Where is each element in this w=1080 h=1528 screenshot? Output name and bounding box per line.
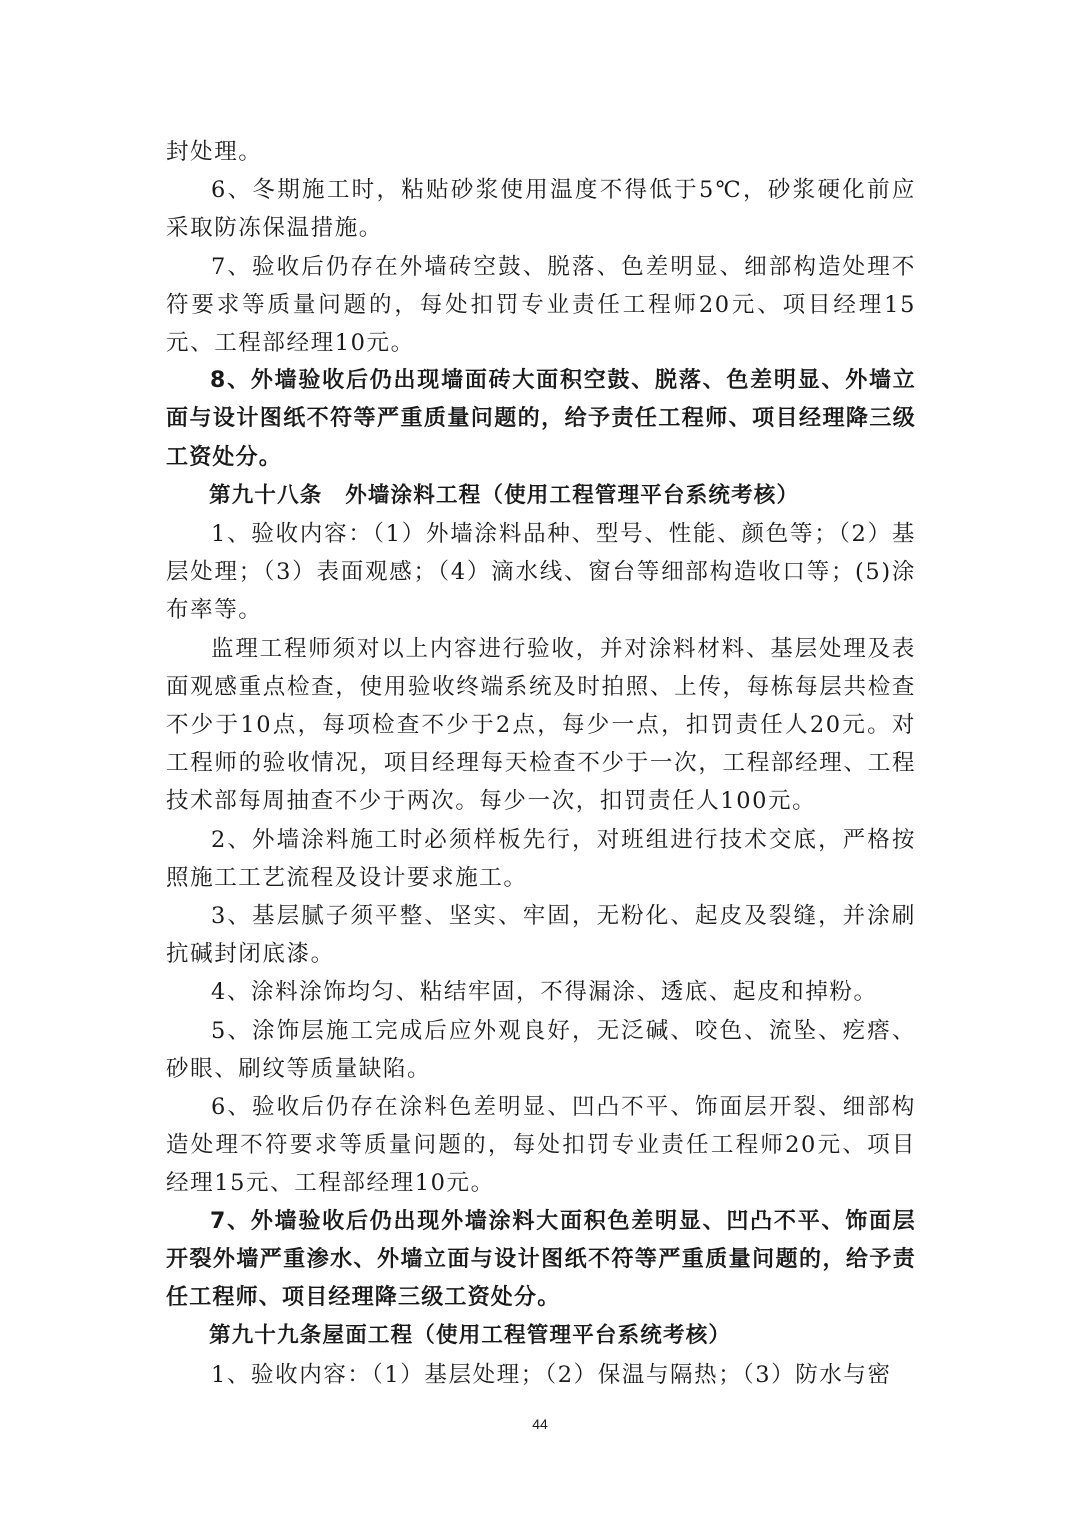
paragraph-98-item-6: 6、验收后仍存在涂料色差明显、凹凸不平、饰面层开裂、细部构造处理不符要求等质量问题的，每处扣罚专业责任工程师20元、项目经理15元、工程部经理10元。 bbox=[166, 1094, 916, 1197]
page-number: 44 bbox=[532, 1416, 548, 1432]
paragraph-98-item-7-bold: 7、外墙验收后仍出现外墙涂料大面积色差明显、凹凸不平、饰面层开裂外墙严重渗水、外墙立面与设计图纸不符等严重质量问题的，给予责任工程师、项目经理降三级工资处分。 bbox=[166, 1208, 916, 1311]
paragraph-98-supervision: 监理工程师须对以上内容进行验收，并对涂料材料、基层处理及表面观感重点检查，使用验收终端系统及时拍照、上传，每栋每层共检查不少于10点，每项检查不少于2点，每少一点，扣罚责任人20元。对工程师的验收情况，项目经理每天检查不少于一次，工程部经理、工程技术部每周抽查不少于两次。每少一次，扣罚责任人100元。 bbox=[166, 635, 916, 815]
paragraph-continued: 封处理。 bbox=[166, 139, 263, 165]
article-98-heading: 第九十八条 外墙涂料工程（使用工程管理平台系统考核） bbox=[209, 482, 800, 508]
paragraph-item-6: 6、冬期施工时，粘贴砂浆使用温度不得低于5℃，砂浆硬化前应采取防冻保温措施。 bbox=[166, 177, 916, 242]
paragraph-98-item-2: 2、外墙涂料施工时必须样板先行，对班组进行技术交底，严格按照施工工艺流程及设计要求施工。 bbox=[166, 826, 916, 891]
article-99-heading: 第九十九条屋面工程（使用工程管理平台系统考核） bbox=[209, 1323, 732, 1349]
paragraph-98-item-5: 5、涂饰层施工完成后应外观良好，无泛碱、咬色、流坠、疙瘩、砂眼、刷纹等质量缺陷。 bbox=[166, 1017, 916, 1082]
paragraph-item-8-bold: 8、外墙验收后仍出现墙面砖大面积空鼓、脱落、色差明显、外墙立面与设计图纸不符等严重质量问题的，给予责任工程师、项目经理降三级工资处分。 bbox=[166, 368, 916, 470]
paragraph-98-item-4: 4、涂料涂饰均匀、粘结牢固，不得漏涂、透底、起皮和掉粉。 bbox=[211, 979, 878, 1006]
paragraph-98-item-3: 3、基层腻子须平整、坚实、牢固，无粉化、起皮及裂缝，并涂刷抗碱封闭底漆。 bbox=[166, 903, 916, 968]
paragraph-98-item-1: 1、验收内容：（1）外墙涂料品种、型号、性能、颜色等；（2）基层处理；（3）表面观感；（4）滴水线、窗台等细部构造收口等；(5)涂布率等。 bbox=[166, 521, 916, 624]
paragraph-99-item-1: 1、验收内容：（1）基层处理；（2）保温与隔热；（3）防水与密 bbox=[211, 1361, 892, 1388]
document-page bbox=[166, 133, 916, 1394]
paragraph-item-7: 7、验收后仍存在外墙砖空鼓、脱落、色差明显、细部构造处理不符要求等质量问题的，每处扣罚专业责任工程师20元、项目经理15元、工程部经理10元。 bbox=[166, 253, 916, 357]
